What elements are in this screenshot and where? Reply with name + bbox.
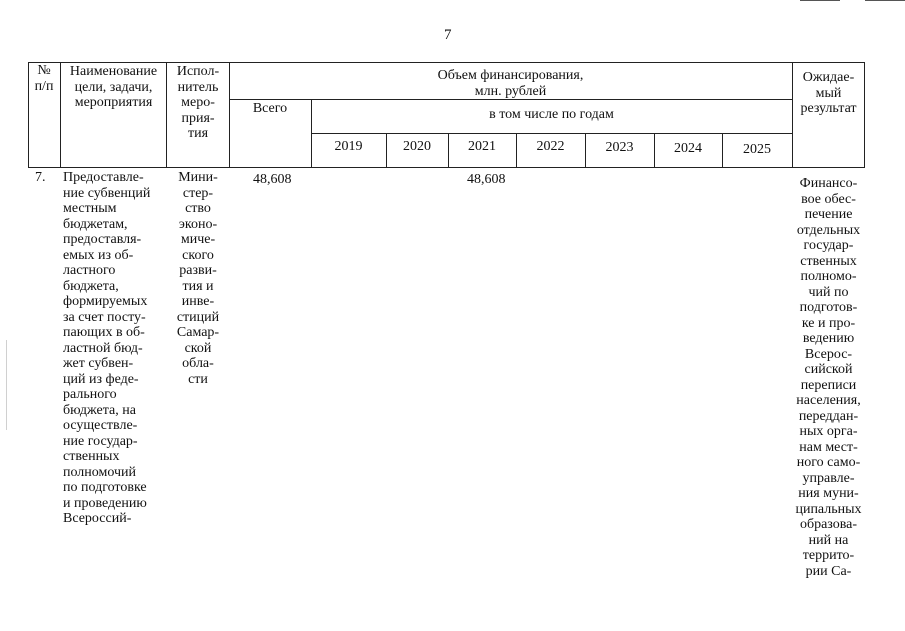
page-number: 7 <box>444 27 452 43</box>
header-year-2024: 2024 <box>674 141 702 156</box>
scan-speck <box>6 340 7 430</box>
header-financing-volume: Объем финансирования, млн. рублей <box>437 68 584 99</box>
header-year-2023: 2023 <box>605 140 634 155</box>
header-year-2020: 2020 <box>403 139 431 154</box>
header-executor: Испол- нитель меро- прия- тия <box>176 64 220 141</box>
row-year-2021: 48,608 <box>467 172 506 187</box>
row-name: Предоставле- ние субвенций местным бюджетам, предоставля- емых из об- ластного бюджета, формируемых за счет посту- пающих в об- ластной бюд- жет субвен- ций из феде- рального бюджета, на осуществле- ние государ- ственных полномочий по подготовке и проведению Всероссий- <box>63 170 151 526</box>
header-year-2021: 2021 <box>468 139 496 154</box>
row-executor: Мини- стер- ство эконо- миче- ского разви- тия и инве- стиций Самар- ской обла- сти <box>176 170 220 387</box>
row-number: 7. <box>35 170 46 185</box>
header-year-2025: 2025 <box>743 142 771 157</box>
scan-mark <box>865 0 905 1</box>
header-total: Всего <box>252 101 288 116</box>
header-year-2019: 2019 <box>334 139 363 154</box>
row-total: 48,608 <box>253 172 292 187</box>
header-year-2022: 2022 <box>536 139 565 154</box>
scan-mark <box>800 0 840 1</box>
row-expected-result: Финансо- вое обес- печение отдельных государ- ственных полномо- чий по подготов- ке и про- ведению Всерос- сийской переписи населения, переддан- ных орга- нам мест- ного само- управле- ния муни- ципальных образова- ний на террито- рии Са- <box>795 176 862 579</box>
header-expected-result: Ожидае- мый результат <box>800 70 857 116</box>
header-name: Наименование цели, задачи, мероприятия <box>69 64 158 110</box>
header-by-years: в том числе по годам <box>489 107 614 122</box>
header-number: № п/п <box>34 63 54 94</box>
